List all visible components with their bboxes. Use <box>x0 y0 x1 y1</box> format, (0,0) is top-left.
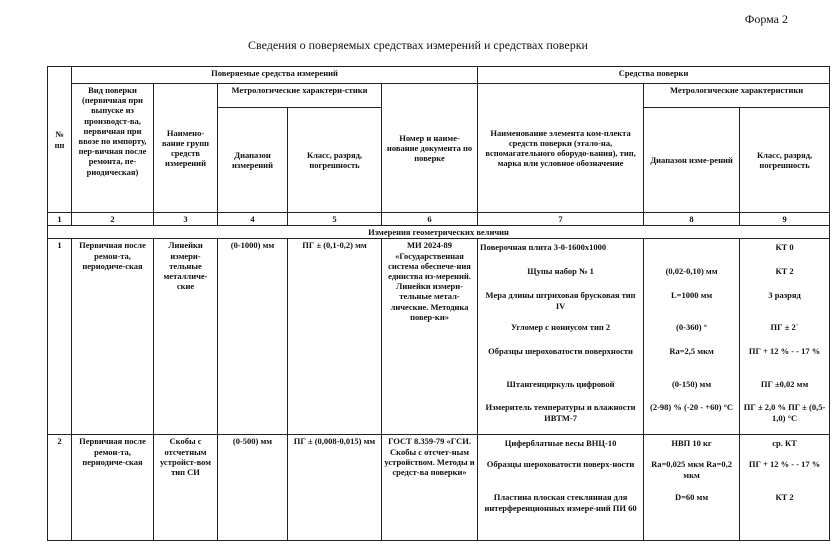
table-row <box>48 239 830 435</box>
item-name: Щупы набор № 1 <box>527 266 594 277</box>
item-class: КТ 2 <box>775 492 794 503</box>
col-number: 5 <box>288 213 382 226</box>
row-doc: МИ 2024-89 «Государственная система обеспече-ния единства из-мерений. Линейки измери-тельные метал-лические. Методика повер-ки» <box>382 239 478 435</box>
item-range: Ra=0,025 мкм Ra=0,2 мкм <box>651 459 733 480</box>
row-num: 2 <box>48 435 72 541</box>
item-class: ПГ ±0,02 мм <box>760 379 809 390</box>
header-metro-left: Метрологические характери-стики <box>218 84 382 108</box>
verification-table <box>47 66 830 541</box>
item-name: Поверочная плита 3-0-1600х1000 <box>480 242 607 253</box>
item-name: Штангенциркуль цифровой <box>506 379 615 390</box>
item-range: Ra=2,5 мкм <box>669 346 714 357</box>
row-items-names <box>478 239 644 435</box>
row-kind: Первичная после ремон-та, периодиче-ская <box>72 239 154 435</box>
item-name: Измеритель температуры и влажности ИВТМ-7 <box>485 402 636 423</box>
item-class: ПГ ± 2´ <box>770 322 799 333</box>
item-name: Образцы шероховатости поверхности <box>488 346 633 357</box>
col-number: 3 <box>154 213 218 226</box>
header-class-right: Класс, разряд, погрешность <box>740 108 830 213</box>
header-verified-group: Поверяемые средства измерений <box>72 67 478 84</box>
item-class: КТ 0 <box>775 242 794 253</box>
item-range: (2-98) % (-20 - +60) °С <box>650 402 734 413</box>
row-class: ПГ ± (0,1-0,2) мм <box>288 239 382 435</box>
page-title: Сведения о поверяемых средствах измерений и средствах поверки <box>248 38 588 52</box>
row-items-classes <box>740 435 830 541</box>
row-items-classes <box>740 239 830 435</box>
header-range-left: Диапазон измерений <box>218 108 288 213</box>
item-name: Образцы шероховатости поверх-ности <box>486 459 635 470</box>
row-range: (0-1000) мм <box>218 239 288 435</box>
header-group-name: Наимено-вание групп средств измерений <box>154 84 218 213</box>
row-range: (0-500) мм <box>218 435 288 541</box>
header-range-right: Диапазон изме-рений <box>644 108 740 213</box>
row-items-ranges <box>644 435 740 541</box>
row-doc: ГОСТ 8.359-79 «ГСИ. Скобы с отсчет-ным устройством. Методы и средст-ва поверки» <box>382 435 478 541</box>
form-label: Форма 2 <box>744 12 788 26</box>
item-class: ПГ + 12 % - - 17 % <box>748 346 821 357</box>
row-items-names <box>478 435 644 541</box>
row-class: ПГ ± (0,008-0,015) мм <box>288 435 382 541</box>
row-kind: Первичная после ремон-та, периодиче-ская <box>72 435 154 541</box>
item-class: ПГ + 12 % - - 17 % <box>748 459 821 470</box>
item-name: Угломер с нониусом тип 2 <box>510 322 611 333</box>
header-doc: Номер и наиме-нование документа по поверке <box>382 84 478 213</box>
col-number: 6 <box>382 213 478 226</box>
item-range: D=60 мм <box>674 492 709 503</box>
item-name: Пластина плоская стеклянная для интерференционных измере-ний ПИ 60 <box>484 492 637 513</box>
header-num: № пп <box>48 67 72 213</box>
table-row <box>48 435 830 541</box>
item-range: (0-150) мм <box>671 379 712 390</box>
col-number: 1 <box>48 213 72 226</box>
row-group: Линейки измери-тельные металличе-ские <box>154 239 218 435</box>
header-metro-right: Метрологические характеристики <box>644 84 830 108</box>
item-range <box>646 240 737 264</box>
header-element: Наименование элемента ком-плекта средств поверки (этало-на, вспомагательного оборудо-вания), тип, марка или условное обозначение <box>478 84 644 213</box>
col-number: 4 <box>218 213 288 226</box>
col-number: 2 <box>72 213 154 226</box>
header-kind: Вид поверки (первичная при выпуске из производст-ва, первичная при ввозе по импорту, пер-вичная после ремонта, пе-риодическая) <box>72 84 154 213</box>
section-title: Измерения геометрических величин <box>48 226 830 239</box>
row-items-ranges <box>644 239 740 435</box>
item-range: L=1000 мм <box>670 290 713 301</box>
item-range: НВП 10 кг <box>671 438 712 449</box>
item-class: ПГ ± 2,0 % ПГ ± (0,5-1,0) °С <box>743 402 826 423</box>
col-number: 8 <box>644 213 740 226</box>
row-num: 1 <box>48 239 72 435</box>
col-number: 7 <box>478 213 644 226</box>
item-name: Мера длины штриховая брусковая тип IV <box>485 290 636 311</box>
item-range: (0-360) ° <box>676 322 708 333</box>
item-class: КТ 2 <box>775 266 794 277</box>
item-range: (0,02-0,10) мм <box>665 266 718 277</box>
col-number: 9 <box>740 213 830 226</box>
item-class: ср. КТ <box>772 438 797 449</box>
item-name: Циферблатные весы ВНЦ-10 <box>504 438 617 449</box>
header-class-left: Класс, разряд, погрешность <box>288 108 382 213</box>
row-group: Скобы с отсчетным устройст-вом тип СИ <box>154 435 218 541</box>
header-verif-means-group: Средства поверки <box>478 67 830 84</box>
item-class: 3 разряд <box>768 290 801 301</box>
